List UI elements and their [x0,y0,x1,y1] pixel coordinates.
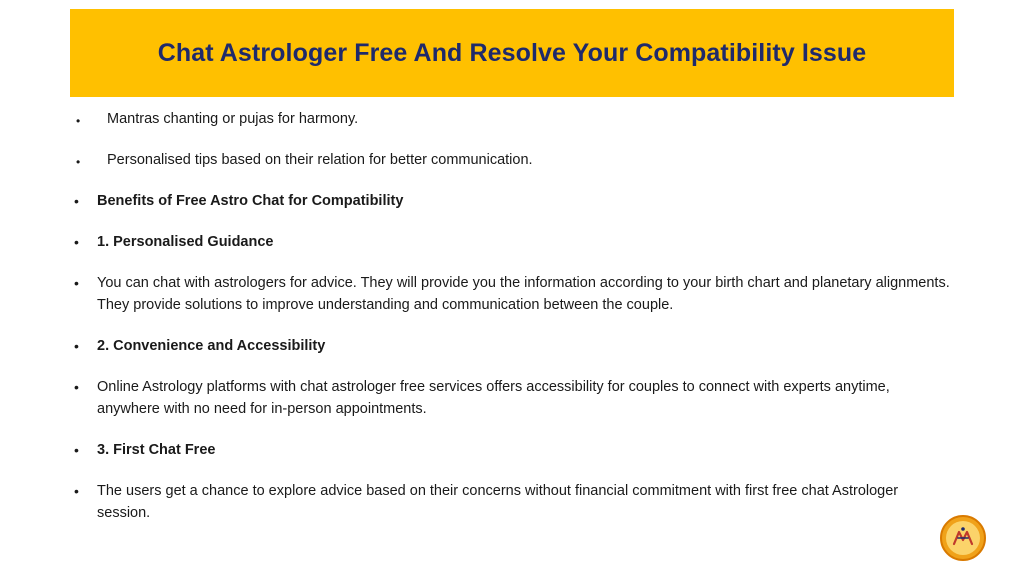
bullet-icon: • [74,275,79,291]
list-item: • 1. Personalised Guidance [74,231,954,253]
bullet-icon: • [74,193,79,209]
list-item: • 3. First Chat Free [74,439,954,461]
bullet-icon: • [76,114,81,128]
astrology-symbol-icon [949,524,977,552]
bullet-list [74,108,954,524]
page-title: Chat Astrologer Free And Resolve Your Compatibility Issue [157,38,867,67]
bullet-icon: • [74,483,79,499]
bullet-icon: • [74,338,79,354]
list-item: • Personalised tips based on their relation for better communication. [74,149,954,171]
list-item: • Benefits of Free Astro Chat for Compatibility [74,190,954,212]
bullet-icon: • [74,442,79,458]
list-item: • Online Astrology platforms with chat astrologer free services offers accessibility for couples to connect with experts anytime, anywhere with no need for in-person appointments. [74,376,954,420]
list-item: • The users get a chance to explore advice based on their concerns without financial commitment with first free chat Astrologer session. [74,480,954,524]
bullet-icon: • [76,155,81,169]
list-item: • You can chat with astrologers for advice. They will provide you the information according to your birth chart and planetary alignments. They provide solutions to improve understanding and communication between the couple. [74,272,954,316]
bullet-icon: • [74,379,79,395]
list-item: • Mantras chanting or pujas for harmony. [74,108,954,130]
list-item: • 2. Convenience and Accessibility [74,335,954,357]
bullet-icon: • [74,234,79,250]
astrology-logo-icon [940,515,986,561]
title-banner [70,9,954,97]
